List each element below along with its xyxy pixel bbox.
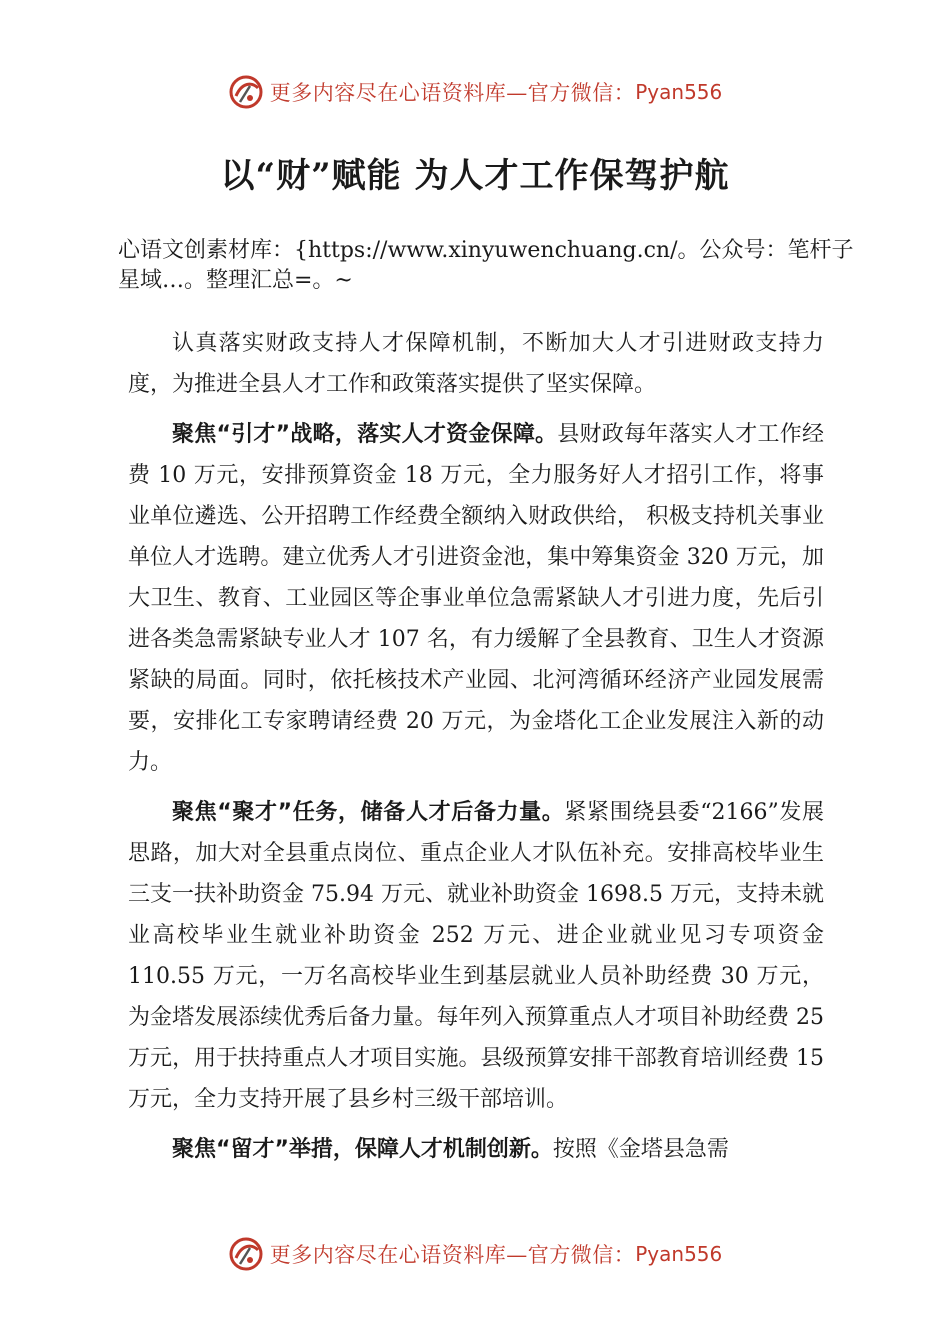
footer-wechat: Pyan556 <box>635 1242 723 1266</box>
paragraph <box>128 414 824 783</box>
paragraph-text: 认真落实财政支持人才保障机制，不断加大人才引进财政支持力度，为推进全县人才工作和政策落实提供了坚实保障。 <box>128 331 824 397</box>
header-wechat: Pyan556 <box>635 80 723 104</box>
page-footer <box>0 1232 950 1276</box>
paragraph-text: 紧紧围绕县委“2166”发展思路，加大对全县重点岗位、重点企业人才队伍补充。安排高校毕业生三支一扶补助资金 75.94 万元、就业补助资金 1698.5 万元，支持未就业高校毕业生就业补助资金 252 万元、进企业就业见习专项资金 110.55 万元，一万名高校毕业生到基层就业人员补助经费 30 万元，为金塔发展添续优秀后备力量。每年列入预算重点人才项目补助经费 25 万元，用于扶持重点人才项目实施。县级预算安排干部教育培训经费 15 万元，全力支持开展了县乡村三级干部培训。 <box>128 800 825 1112</box>
paragraph-lead: 聚焦“聚才”任务，储备人才后备力量。 <box>172 800 565 825</box>
paragraph-text: 县财政每年落实人才工作经费 10 万元，安排预算资金 18 万元，全力服务好人才招引工作，将事业单位遴选、公开招聘工作经费全额纳入财政供给， 积极支持机关事业单位人才选聘。建立优秀人才引进资金池，集中筹集资金 320 万元，加大卫生、教育、工业园区等企事业单位急需紧缺人才引进力度，先后引进各类急需紧缺专业人才 107 名，有力缓解了全县教育、卫生人才资源紧缺的局面。同时，依托核技术产业园、北河湾循环经济产业园发展需要，安排化工专家聘请经费 20 万元，为金塔化工企业发展注入新的动力。 <box>128 422 824 775</box>
paragraph <box>128 323 824 405</box>
paragraph-lead: 聚焦“留才”举措，保障人才机制创新。 <box>172 1137 553 1162</box>
source-note: 心语文创素材库：{https://www.xinyuwenchuang.cn/。公众号：笔杆子星域…。整理汇总=。~ <box>118 238 854 293</box>
paragraph-lead: 聚焦“引才”战略，落实人才资金保障。 <box>172 422 558 447</box>
page-title: 以“财”赋能 为人才工作保驾护航 <box>220 156 730 196</box>
header-text: 更多内容尽在心语资料库—官方微信： <box>269 81 636 105</box>
logo-icon <box>228 74 264 110</box>
paragraph <box>128 792 824 1120</box>
page-header <box>0 70 950 114</box>
footer-text: 更多内容尽在心语资料库—官方微信： <box>269 1243 636 1267</box>
paragraph <box>128 1129 824 1170</box>
logo-icon <box>228 1236 264 1272</box>
paragraph-text: 按照《金塔县急需 <box>552 1137 729 1162</box>
article-body <box>128 323 824 1179</box>
